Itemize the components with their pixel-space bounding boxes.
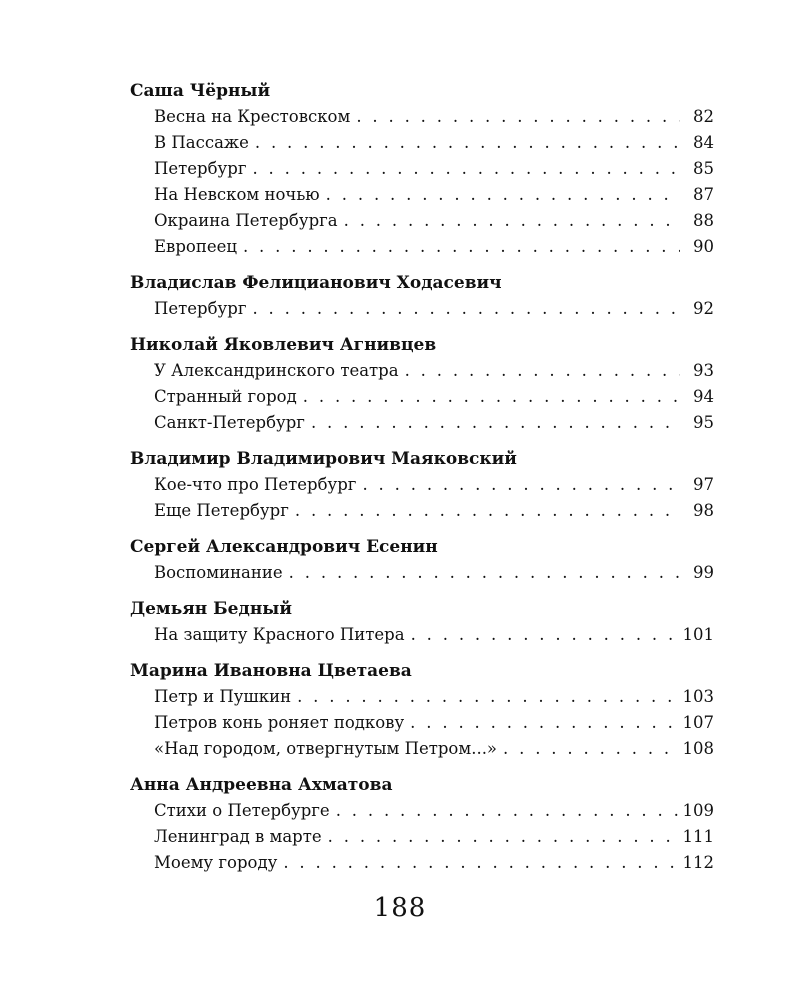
entry-title: Санкт-Петербург: [154, 413, 305, 432]
dot-leader: [252, 296, 680, 322]
toc-entry: [130, 824, 714, 850]
dot-leader: [326, 182, 680, 208]
toc-entry: [130, 384, 714, 410]
entry-page: 82: [693, 107, 714, 126]
author-heading: Саша Чёрный: [130, 81, 271, 101]
dot-leader: [297, 684, 678, 710]
entry-page: 88: [693, 211, 714, 230]
toc-entry: [130, 622, 714, 648]
entry-title: «Над городом, отвергнутым Петром...»: [154, 739, 498, 758]
table-of-contents: [130, 78, 714, 876]
entry-title: На защиту Красного Питера: [154, 625, 405, 644]
page-number: 188: [373, 893, 427, 923]
entry-title: Весна на Крестовском: [154, 107, 351, 126]
entry-page: 101: [682, 625, 714, 644]
entry-page: 84: [693, 133, 714, 152]
toc-entry: [130, 410, 714, 436]
toc-entry: [130, 850, 714, 876]
dot-leader: [311, 410, 680, 436]
entry-title: Кое-что про Петербург: [154, 475, 357, 494]
entry-page: 108: [682, 739, 714, 758]
author-heading: Демьян Бедный: [130, 599, 292, 619]
author-heading: Сергей Александрович Есенин: [130, 537, 438, 557]
entry-page: 85: [693, 159, 714, 178]
toc-entry: [130, 182, 714, 208]
toc-entry: [130, 498, 714, 524]
toc-entry: [130, 130, 714, 156]
entry-page: 90: [693, 237, 714, 256]
entry-page: 111: [682, 827, 714, 846]
author-heading: Анна Андреевна Ахматова: [130, 775, 393, 795]
entry-page: 112: [682, 853, 714, 872]
entry-title: Окраина Петербурга: [154, 211, 338, 230]
dot-leader: [252, 156, 680, 182]
toc-entry: [130, 234, 714, 260]
toc-entry: [130, 296, 714, 322]
toc-entry: [130, 710, 714, 736]
dot-leader: [295, 498, 680, 524]
dot-leader: [362, 472, 680, 498]
entry-title: Моему городу: [154, 853, 278, 872]
author-heading: Николай Яковлевич Агнивцев: [130, 335, 437, 355]
entry-page: 97: [693, 475, 714, 494]
entry-title: Воспоминание: [154, 563, 283, 582]
author-heading: Марина Ивановна Цветаева: [130, 661, 412, 681]
entry-page: 95: [693, 413, 714, 432]
dot-leader: [289, 560, 680, 586]
toc-entry: [130, 156, 714, 182]
entry-title: Петербург: [154, 159, 247, 178]
toc-entry: [130, 208, 714, 234]
entry-page: 107: [682, 713, 714, 732]
dot-leader: [411, 622, 679, 648]
dot-leader: [410, 710, 678, 736]
entry-page: 87: [693, 185, 714, 204]
author-heading: Владислав Фелицианович Ходасевич: [130, 273, 502, 293]
entry-page: 98: [693, 501, 714, 520]
dot-leader: [255, 130, 680, 156]
dot-leader: [405, 358, 680, 384]
dot-leader: [328, 824, 679, 850]
toc-entry: [130, 358, 714, 384]
dot-leader: [344, 208, 680, 234]
entry-page: 94: [693, 387, 714, 406]
toc-entry: [130, 798, 714, 824]
entry-page: 103: [682, 687, 714, 706]
entry-title: На Невском ночью: [154, 185, 320, 204]
entry-title: Стихи о Петербурге: [154, 801, 330, 820]
entry-title: Еще Петербург: [154, 501, 289, 520]
entry-title: Европеец: [154, 237, 237, 256]
dot-leader: [336, 798, 679, 824]
dot-leader: [283, 850, 678, 876]
dot-leader: [503, 736, 678, 762]
entry-page: 93: [693, 361, 714, 380]
entry-title: Петр и Пушкин: [154, 687, 292, 706]
author-heading: Владимир Владимирович Маяковский: [130, 449, 517, 469]
entry-title: Петербург: [154, 299, 247, 318]
toc-entry: [130, 684, 714, 710]
entry-title: У Александринского театра: [154, 361, 399, 380]
toc-entry: [130, 736, 714, 762]
entry-title: Петров конь роняет подкову: [154, 713, 405, 732]
entry-page: 92: [693, 299, 714, 318]
entry-title: Ленинград в марте: [154, 827, 322, 846]
entry-page: 99: [693, 563, 714, 582]
entry-title: Странный город: [154, 387, 297, 406]
entry-title: В Пассаже: [154, 133, 249, 152]
toc-entry: [130, 560, 714, 586]
entry-page: 109: [682, 801, 714, 820]
dot-leader: [356, 104, 680, 130]
dot-leader: [243, 234, 680, 260]
dot-leader: [303, 384, 680, 410]
toc-entry: [130, 472, 714, 498]
toc-entry: [130, 104, 714, 130]
